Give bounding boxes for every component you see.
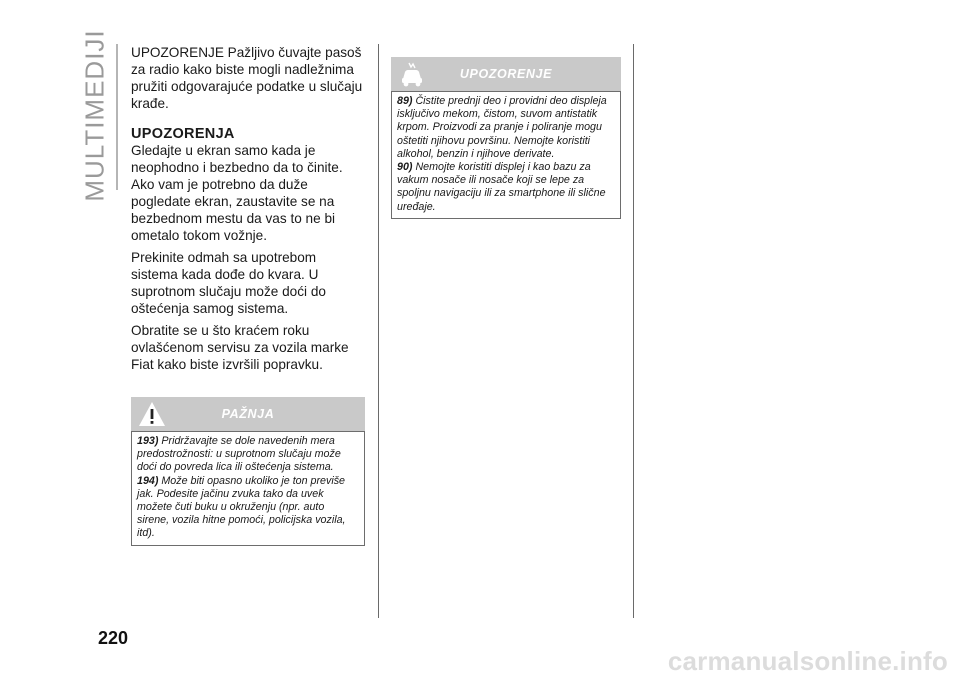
column-divider-right [633,44,634,618]
item-number: 89) [397,95,413,107]
car-damage-icon [397,59,427,89]
item-number: 194) [137,474,159,487]
item-number: 90) [397,161,413,174]
page-number: 220 [98,628,129,648]
attention-body [131,431,365,546]
left-column [131,44,366,378]
attention-notice [131,397,365,546]
watermark: carmanualsonline.info [667,646,948,676]
warning-item [397,95,614,161]
warning-paragraph-2: Prekinite odmah sa upotrebom sistema kada dođe do kvara. U suprotnom slučaju može doći do oštećenja samog sistema. [131,250,326,316]
warning-item [397,161,614,214]
attention-header [131,397,365,431]
warning-paragraph-1: Gledajte u ekran samo kada je neophodno i bezbedno da to činite. Ako vam je potrebno da duže pogledate ekran, zaustavite se na bezbednom mestu da vas to ne bi ometalo tokom vožnje. [131,143,343,243]
warning-body [391,91,621,219]
item-text: Pridržavajte se dole navedenih mera predostrožnosti: u suprotnom slučaju može doći do povreda lica ili oštećenja sistema. [137,435,341,474]
item-number: 193) [137,435,159,447]
section-title-text: MULTIMEDIJI [79,28,110,202]
warning-title: UPOZORENJE [459,67,553,81]
section-side-title [78,28,112,202]
item-text: Čistite prednji deo i providni deo displeja isključivo mekom, čistom, suvom antistatik krpom. Proizvodi za pranje i poliranje mogu oštetiti njihovu površinu. Nemojte koristiti alkohol, benzin i njihove derivate. [397,95,607,160]
warning-triangle-icon [137,399,167,429]
side-divider [116,44,118,190]
item-text: Može biti opasno ukoliko je ton previše jak. Podesite jačinu zvuka tako da uvek možete čuti buku u okruženju (npr. auto sirene, vozila hitne pomoći, policijska vozila, itd). [137,474,346,540]
item-text: Nemojte koristiti displej i kao bazu za vakum nosače ili nosače koji se lepe za spoljnu navigaciju ili za smartphone ili slične uređaje. [397,161,606,213]
intro-paragraph: UPOZORENJE Pažljivo čuvajte pasoš za radio kako biste mogli nadležnima pružiti odgovarajuće podatke u slučaju krađe. [131,45,363,111]
column-divider-left [378,44,379,618]
warning-header [391,57,621,91]
warnings-heading: UPOZORENJA [131,126,235,142]
attention-title: PAŽNJA [221,407,275,421]
attention-item [137,435,358,475]
attention-item [137,475,358,541]
warning-notice [391,57,621,219]
warning-paragraph-3: Obratite se u što kraćem roku ovlašćenom servisu za vozila marke Fiat kako biste izvršili popravku. [131,323,349,372]
